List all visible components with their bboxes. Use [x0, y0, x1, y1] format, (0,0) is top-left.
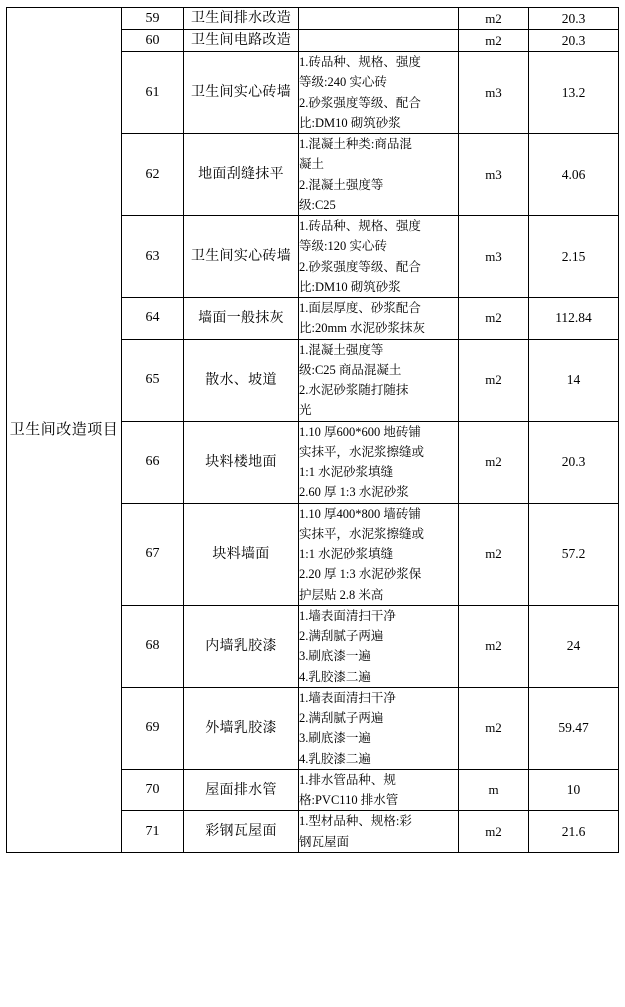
unit-cell: m2	[459, 503, 529, 605]
unit-cell: m2	[459, 298, 529, 340]
unit-cell: m3	[459, 52, 529, 134]
item-feature-cell	[299, 134, 459, 216]
row-number-cell: 69	[122, 687, 184, 769]
item-feature-cell	[299, 30, 459, 52]
feature-line: 光	[299, 403, 312, 418]
item-name-cell: 散水、坡道	[184, 339, 299, 421]
feature-line: 3.刷底漆一遍	[299, 731, 371, 746]
feature-line: 1.墙表面清扫干净	[299, 608, 396, 623]
feature-line: 4.乳胶漆二遍	[299, 751, 371, 766]
feature-line: 1.墙表面清扫干净	[299, 690, 396, 705]
feature-line: 格:PVC110 排水管	[299, 793, 399, 807]
quantity-cell: 13.2	[529, 52, 619, 134]
feature-line: 级:C25 商品混凝土	[299, 362, 402, 377]
unit-cell: m2	[459, 30, 529, 52]
item-feature-cell	[299, 605, 459, 687]
feature-line: 比:DM10 砌筑砂浆	[299, 279, 401, 294]
feature-line: 实抹平，水泥浆擦缝或	[299, 526, 425, 541]
feature-line: 1.排水管品种、规	[299, 772, 396, 787]
item-name-cell: 块料墙面	[184, 503, 299, 605]
item-feature-cell	[299, 811, 459, 853]
feature-line: 2.满刮腻子两遍	[299, 711, 384, 725]
feature-line: 1.混凝土强度等	[299, 342, 384, 357]
quantity-cell: 20.3	[529, 30, 619, 52]
quantity-cell: 4.06	[529, 134, 619, 216]
unit-cell: m3	[459, 134, 529, 216]
unit-cell: m2	[459, 8, 529, 30]
row-number-cell: 64	[122, 298, 184, 340]
feature-line: 1:1 水泥砂浆填缝	[299, 465, 394, 479]
feature-line: 2.20 厚 1:3 水泥砂浆保	[299, 567, 422, 582]
quantity-cell: 2.15	[529, 216, 619, 298]
item-name-cell: 墙面一般抹灰	[184, 298, 299, 340]
feature-line: 2.砂浆强度等级、配合	[299, 259, 421, 274]
quantity-cell: 59.47	[529, 687, 619, 769]
item-feature-cell	[299, 339, 459, 421]
item-name-cell: 屋面排水管	[184, 769, 299, 811]
unit-cell: m3	[459, 216, 529, 298]
row-number-cell: 59	[122, 8, 184, 30]
feature-line: 2.混凝土强度等	[299, 177, 384, 192]
quantity-cell: 10	[529, 769, 619, 811]
quantity-cell: 20.3	[529, 8, 619, 30]
item-name-cell: 卫生间电路改造	[184, 30, 299, 52]
unit-cell: m2	[459, 605, 529, 687]
feature-line: 1.混凝土种类:商品混	[299, 137, 412, 151]
feature-line: 实抹平，水泥浆擦缝或	[299, 444, 425, 459]
feature-line: 1.砖品种、规格、强度	[299, 55, 421, 69]
feature-line: 1.砖品种、规格、强度	[299, 219, 421, 233]
row-number-cell: 71	[122, 811, 184, 853]
row-number-cell: 67	[122, 503, 184, 605]
feature-line: 2.满刮腻子两遍	[299, 629, 384, 643]
row-number-cell: 68	[122, 605, 184, 687]
item-name-cell: 地面刮缝抹平	[184, 134, 299, 216]
table-row	[7, 8, 619, 30]
quantity-cell: 24	[529, 605, 619, 687]
unit-cell: m	[459, 769, 529, 811]
feature-line: 护层贴 2.8 米高	[299, 587, 384, 602]
quantity-cell: 14	[529, 339, 619, 421]
item-name-cell: 外墙乳胶漆	[184, 687, 299, 769]
feature-line: 级:C25	[299, 197, 336, 212]
item-feature-cell	[299, 52, 459, 134]
group-label-cell: 卫生间改造项目	[7, 8, 122, 853]
unit-cell: m2	[459, 339, 529, 421]
item-name-cell: 卫生间实心砖墙	[184, 216, 299, 298]
boq-sheet	[0, 7, 625, 1007]
unit-cell: m2	[459, 811, 529, 853]
row-number-cell: 60	[122, 30, 184, 52]
quantity-cell: 20.3	[529, 421, 619, 503]
item-feature-cell	[299, 216, 459, 298]
feature-line: 凝土	[299, 157, 325, 172]
row-number-cell: 65	[122, 339, 184, 421]
feature-line: 等级:240 实心砖	[299, 75, 387, 90]
unit-cell: m2	[459, 687, 529, 769]
feature-line: 1.10 厚400*800 墙砖铺	[299, 506, 421, 521]
feature-line: 钢瓦屋面	[299, 834, 350, 849]
feature-line: 1.面层厚度、砂浆配合	[299, 301, 421, 315]
feature-line: 2.60 厚 1:3 水泥砂浆	[299, 485, 409, 500]
feature-line: 比:20mm 水泥砂浆抹灰	[299, 321, 426, 336]
feature-line: 2.砂浆强度等级、配合	[299, 95, 421, 110]
item-name-cell: 卫生间实心砖墙	[184, 52, 299, 134]
feature-line: 比:DM10 砌筑砂浆	[299, 115, 401, 130]
feature-line: 1.型材品种、规格:彩	[299, 814, 412, 829]
unit-cell: m2	[459, 421, 529, 503]
quantity-cell: 21.6	[529, 811, 619, 853]
feature-line: 3.刷底漆一遍	[299, 649, 371, 664]
feature-line: 2.水泥砂浆随打随抹	[299, 383, 409, 397]
item-name-cell: 彩钢瓦屋面	[184, 811, 299, 853]
item-name-cell: 内墙乳胶漆	[184, 605, 299, 687]
item-feature-cell	[299, 421, 459, 503]
feature-line: 1.10 厚600*600 地砖铺	[299, 424, 421, 439]
quantity-cell: 112.84	[529, 298, 619, 340]
item-name-cell: 卫生间排水改造	[184, 8, 299, 30]
bill-of-quantities-table	[6, 7, 619, 853]
quantity-cell: 57.2	[529, 503, 619, 605]
item-feature-cell	[299, 8, 459, 30]
feature-line: 等级:120 实心砖	[299, 239, 387, 254]
row-number-cell: 62	[122, 134, 184, 216]
row-number-cell: 66	[122, 421, 184, 503]
row-number-cell: 61	[122, 52, 184, 134]
item-name-cell: 块料楼地面	[184, 421, 299, 503]
row-number-cell: 70	[122, 769, 184, 811]
item-feature-cell	[299, 298, 459, 340]
item-feature-cell	[299, 769, 459, 811]
row-number-cell: 63	[122, 216, 184, 298]
feature-line: 4.乳胶漆二遍	[299, 669, 371, 684]
item-feature-cell	[299, 687, 459, 769]
feature-line: 1:1 水泥砂浆填缝	[299, 547, 394, 561]
item-feature-cell	[299, 503, 459, 605]
